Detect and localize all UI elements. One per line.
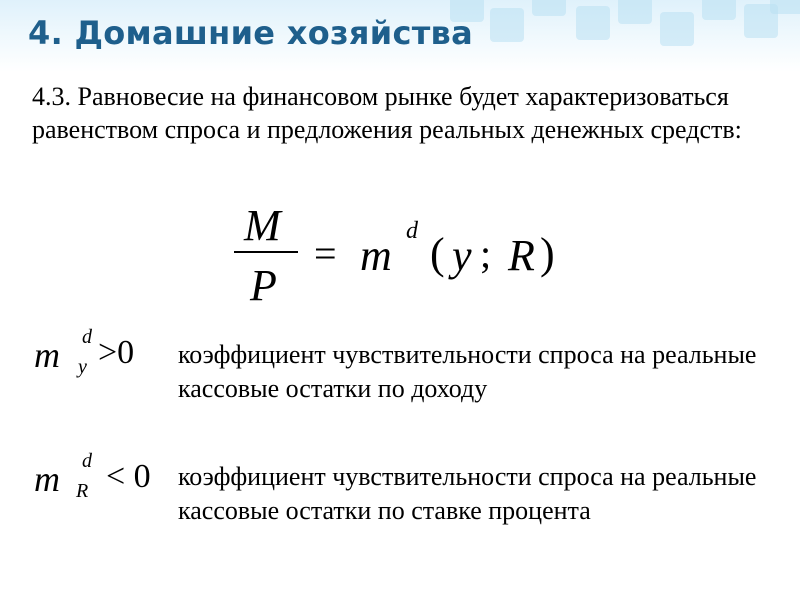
formula-equals: = <box>314 231 337 276</box>
condition-rate-subscript: R <box>76 480 89 502</box>
formula-separator: ; <box>480 231 492 276</box>
formula-numerator: M <box>244 201 281 250</box>
formula-arg-y: y <box>452 231 472 280</box>
condition-income-subscript: y <box>78 356 87 378</box>
intro-paragraph: 4.3. Равновесие на финансовом рынке будет характеризоваться равенством спроса и предложения реальных денежных средств: <box>32 82 742 144</box>
condition-rate-base: m <box>34 459 60 499</box>
condition-income-base: m <box>34 335 60 375</box>
decorative-tiles <box>440 0 800 60</box>
fraction-bar <box>234 251 298 253</box>
condition-income-description: коэффициент чувствительности спроса на реальные кассовые остатки по доходу <box>178 340 757 403</box>
condition-rate-superscript: d <box>82 450 92 472</box>
condition-income-relation: >0 <box>98 334 135 371</box>
slide-title: 4. Домашние хозяйства <box>28 14 474 52</box>
formula-open-paren: ( <box>430 229 445 278</box>
condition-income <box>34 326 174 386</box>
condition-rate-description: коэффициент чувствительности спроса на реальные кассовые остатки по ставке процента <box>178 462 757 525</box>
condition-rate-relation: < 0 <box>106 458 151 495</box>
formula-arg-r: R <box>508 231 535 280</box>
formula-m: m <box>360 231 392 280</box>
formula-close-paren: ) <box>540 229 555 278</box>
formula-denominator: P <box>250 261 277 310</box>
formula-superscript: d <box>406 218 418 244</box>
condition-income-superscript: d <box>82 326 92 348</box>
equilibrium-formula <box>230 196 590 316</box>
condition-rate <box>34 450 174 510</box>
